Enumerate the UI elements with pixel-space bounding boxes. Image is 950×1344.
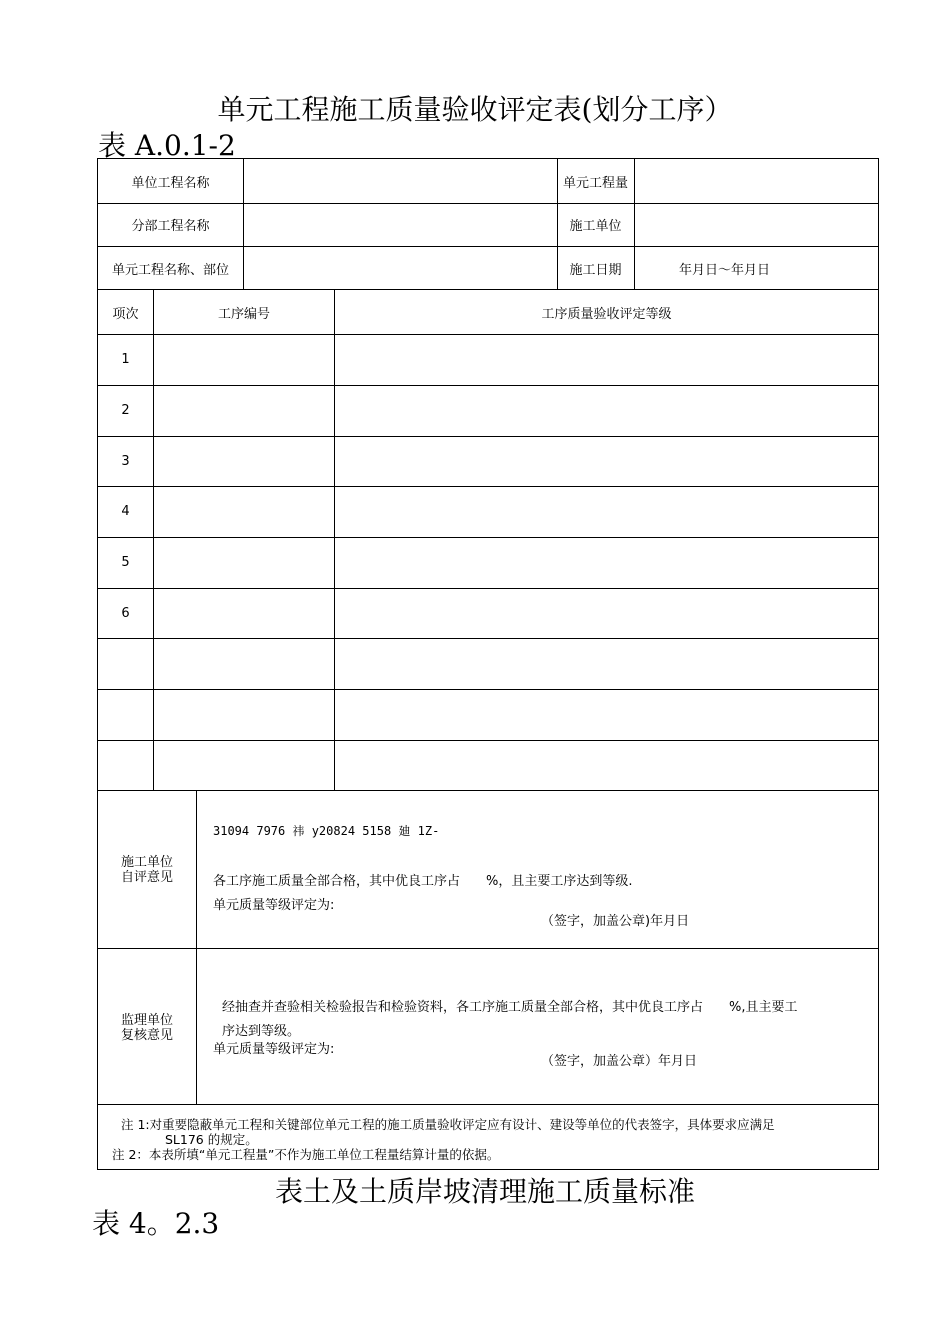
row-divider bbox=[98, 1104, 878, 1105]
grade-cell[interactable] bbox=[335, 537, 878, 588]
supervision-text-continued: 序达到等级。 bbox=[222, 1024, 301, 1039]
self-assessment-label bbox=[98, 855, 196, 885]
supervision-label-line1: 监理单位 bbox=[120, 1013, 173, 1028]
note-2: 注 2：本表所填“单元工程量”不作为施工单位工程量结算计量的依据。 bbox=[112, 1147, 500, 1162]
unit-quantity-field[interactable] bbox=[635, 159, 878, 203]
supervision-label bbox=[98, 1013, 196, 1043]
process-no-cell[interactable] bbox=[154, 385, 334, 436]
note-1: 注 1:对重要隐蔽单元工程和关键部位单元工程的施工质量验收评定应有设计、建设等单位的代表签字，具体要求应满足 bbox=[121, 1117, 775, 1132]
row-number: 1 bbox=[121, 352, 130, 367]
self-assessment-signature[interactable]: （签字，加盖公章)年月日 bbox=[541, 914, 690, 929]
process-no-cell[interactable] bbox=[154, 740, 334, 790]
process-no-cell[interactable] bbox=[154, 486, 334, 537]
supervision-signature[interactable]: （签字，加盖公章）年月日 bbox=[541, 1054, 698, 1069]
grade-cell[interactable] bbox=[335, 486, 878, 537]
next-table-title: 表土及土质岸坡清理施工质量标准 bbox=[274, 1175, 695, 1208]
row-number: 4 bbox=[121, 504, 130, 519]
column-header-process-no: 工序编号 bbox=[217, 306, 270, 322]
next-table-code: 表 4。2.3 bbox=[92, 1207, 220, 1240]
column-header-grade: 工序质量验收评定等级 bbox=[541, 306, 672, 322]
row-number: 5 bbox=[121, 555, 130, 570]
grade-cell[interactable] bbox=[335, 436, 878, 486]
construction-date-value[interactable]: 年月日～年月日 bbox=[679, 262, 771, 278]
self-assessment-text: 各工序施工质量全部合格，其中优良工序占 %，且主要工序达到等级. bbox=[213, 874, 633, 889]
row-divider bbox=[98, 790, 878, 791]
unit-project-name-field[interactable] bbox=[244, 159, 557, 203]
row-number: 3 bbox=[121, 453, 130, 469]
unit-quantity-label: 单元工程量 bbox=[562, 175, 628, 191]
col-divider bbox=[196, 790, 197, 1105]
row-number bbox=[98, 689, 153, 740]
unit-element-name-field[interactable] bbox=[244, 246, 557, 290]
self-assessment-label-line1: 施工单位 bbox=[120, 855, 173, 870]
row-number bbox=[98, 638, 153, 689]
division-project-name-label: 分部工程名称 bbox=[131, 219, 210, 234]
evaluation-form bbox=[97, 158, 879, 1170]
supervision-grade-text: 单元质量等级评定为: bbox=[213, 1042, 335, 1057]
process-no-cell[interactable] bbox=[154, 436, 334, 486]
self-assessment-label-line2: 自评意见 bbox=[120, 870, 173, 885]
self-assessment-code-line: 31094 7976 祎 y20824 5158 廸 1Z- bbox=[213, 824, 440, 838]
process-no-cell[interactable] bbox=[154, 334, 334, 385]
column-header-item: 项次 bbox=[112, 306, 139, 322]
row-number: 2 bbox=[121, 403, 130, 418]
self-assessment-grade-text: 单元质量等级评定为: bbox=[213, 898, 335, 913]
row-number bbox=[98, 740, 153, 790]
note-1-continued: SL176 的规定。 bbox=[165, 1132, 258, 1147]
division-project-name-field[interactable] bbox=[244, 203, 557, 246]
row-number: 6 bbox=[121, 605, 130, 621]
process-no-cell[interactable] bbox=[154, 537, 334, 588]
row-divider bbox=[98, 948, 878, 949]
grade-cell[interactable] bbox=[335, 740, 878, 790]
supervision-text: 经抽查并查验相关检验报告和检验资料，各工序施工质量全部合格，其中优良工序占 %,且主要工 bbox=[222, 1000, 798, 1015]
notes bbox=[108, 1117, 878, 1162]
page-title: 单元工程施工质量验收评定表(划分工序） bbox=[217, 93, 733, 126]
unit-project-name-label: 单位工程名称 bbox=[131, 175, 210, 191]
supervision-label-line2: 复核意见 bbox=[120, 1028, 173, 1043]
process-no-cell[interactable] bbox=[154, 588, 334, 638]
table-code: 表 A.0.1-2 bbox=[98, 129, 236, 162]
grade-cell[interactable] bbox=[335, 689, 878, 740]
grade-cell[interactable] bbox=[335, 638, 878, 689]
construction-date-label: 施工日期 bbox=[569, 262, 622, 278]
construction-unit-label: 施工单位 bbox=[569, 219, 622, 234]
construction-unit-field[interactable] bbox=[635, 203, 878, 246]
process-no-cell[interactable] bbox=[154, 689, 334, 740]
unit-element-name-label: 单元工程名称、部位 bbox=[111, 262, 229, 278]
process-no-cell[interactable] bbox=[154, 638, 334, 689]
grade-cell[interactable] bbox=[335, 385, 878, 436]
grade-cell[interactable] bbox=[335, 334, 878, 385]
grade-cell[interactable] bbox=[335, 588, 878, 638]
